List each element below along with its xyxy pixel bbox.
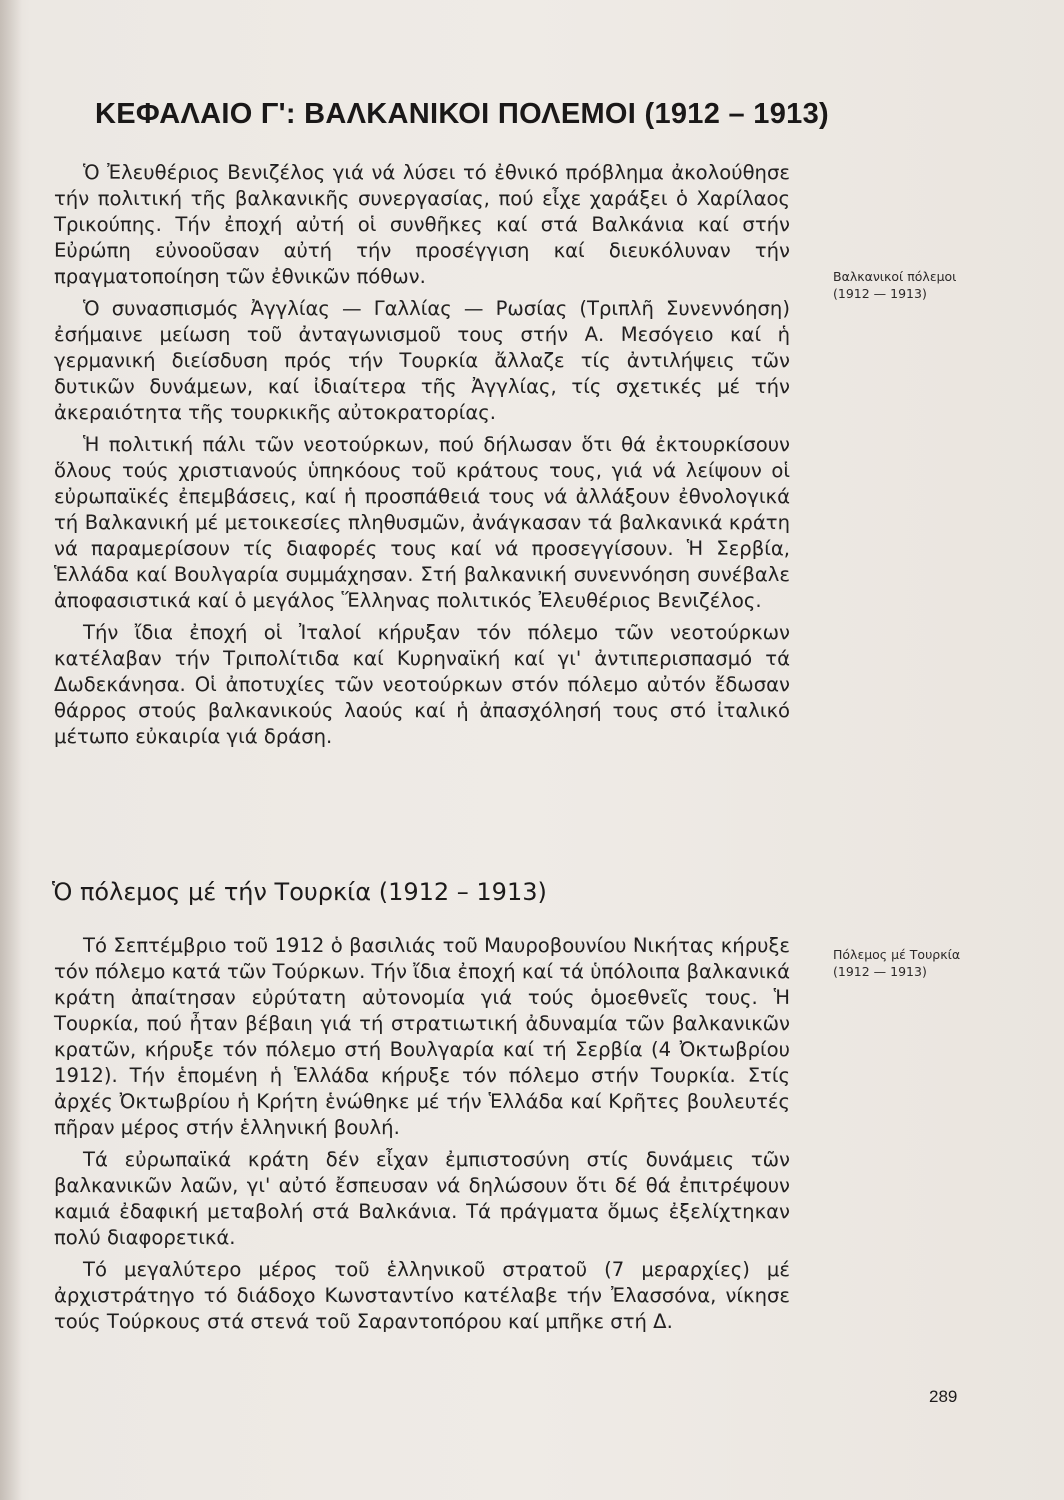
section-1-paragraph: Ἡ πολιτική πάλι τῶν νεοτούρκων, πού δήλωσαν ὅτι θά ἐκτουρκίσουν ὅλους τούς χριστιανούς ὑπηκόους τοῦ κράτους τους, γιά νά λείψουν οἱ εὐρωπαϊκές ἐπεμβάσεις, καί ἡ προσπάθειά τους νά ἀλλάξουν ἐθνολογικά τή Βαλκανική μέ μετοικεσίες πληθυσμῶν, ἀνάγκασαν τά βαλκανικά κράτη νά παραμερίσουν τίς διαφορές τους καί νά προσεγγίσουν. Ἡ Σερβία, Ἑλλάδα καί Βουλγαρία συμμάχησαν. Στή βαλκανική συνεννόηση συνέβαλε ἀποφασιστικά καί ὁ μεγάλος Ἕλληνας πολιτικός Ἐλευθέριος Βενιζέλος. [54, 433, 790, 612]
section-2-paragraph: Τό μεγαλύτερο μέρος τοῦ ἑλληνικοῦ στρατοῦ (7 μεραρχίες) μέ ἀρχιστράτηγο τό διάδοχο Κωνσταντίνο κατέλαβε τήν Ἐλασσόνα, νίκησε τούς Τούρκους στά στενά τοῦ Σαραντοπόρου καί μπῆκε στή Δ. [54, 1258, 790, 1333]
binding-shadow [0, 0, 22, 1500]
section-1-paragraph: Τήν ἴδια ἐποχή οἱ Ἰταλοί κήρυξαν τόν πόλεμο τῶν νεοτούρκων κατέλαβαν τήν Τριπολίτιδα καί Κυρηναϊκή καί γι' ἀντιπερισπασμό τά Δωδεκάνησα. Οἱ ἀποτυχίες τῶν νεοτούρκων στόν πόλεμο αὐτόν ἔδωσαν θάρρος στούς βαλκανικούς λαούς καί ἡ ἀπασχόλησή τους στό ἰταλικό μέτωπο εὐκαιρία γιά δράση. [54, 621, 790, 748]
section-2-paragraph: Τό Σεπτέμβριο τοῦ 1912 ὁ βασιλιάς τοῦ Μαυροβουνίου Νικήτας κήρυξε τόν πόλεμο κατά τῶν Τούρκων. Τήν ἴδια ἐποχή καί τά ὑπόλοιπα βαλκανικά κράτη ἀπαίτησαν εὐρύτατη αὐτονομία γιά τούς ὁμοεθνεῖς τους. Ἡ Τουρκία, πού ἦταν βέβαιη γιά τή στρατιωτική ἀδυναμία τῶν βαλκανικῶν κρατῶν, κήρυξε τόν πόλεμο στή Βουλγαρία καί τή Σερβία (4 Ὀκτωβρίου 1912). Τήν ἑπομένη ἡ Ἑλλάδα κήρυξε τόν πόλεμο στήν Τουρκία. Στίς ἀρχές Ὀκτωβρίου ἡ Κρήτη ἑνώθηκε μέ τήν Ἑλλάδα καί Κρῆτες βουλευτές πῆραν μέρος στήν ἑλληνική βουλή. [54, 934, 790, 1139]
section-1-paragraph: Ὁ συνασπισμός Ἀγγλίας — Γαλλίας — Ρωσίας (Τριπλῆ Συνεννόηση) ἐσήμαινε μείωση τοῦ ἀνταγωνισμοῦ τους στήν Α. Μεσόγειο καί ἡ γερμανική διείσδυση πρός τήν Τουρκία ἄλλαζε τίς ἀντιλήψεις τῶν δυτικῶν δυνάμεων, καί ἰδιαίτερα τῆς Ἀγγλίας, τίς σχετικές μέ τήν ἀκεραιότητα τῆς τουρκικῆς αὐτοκρατορίας. [54, 297, 790, 424]
section-1-body [54, 160, 790, 830]
margin-note-balkan-wars [833, 268, 993, 302]
margin-note-war-with-turkey [833, 946, 993, 980]
margin-note-line: (1912 — 1913) [833, 964, 927, 979]
margin-note-line: (1912 — 1913) [833, 286, 927, 301]
section-heading: Ὁ πόλεμος μέ τήν Τουρκία (1912 – 1913) [52, 878, 547, 906]
margin-note-line: Πόλεμος μέ Τουρκία [833, 947, 961, 962]
section-2-body [54, 933, 790, 1388]
chapter-title: ΚΕΦΑΛΑΙΟ Γ': ΒΑΛΚΑΝΙΚΟΙ ΠΟΛΕΜΟΙ (1912 – 1913) [95, 98, 829, 130]
page-number: 289 [929, 1387, 958, 1406]
margin-note-line: Βαλκανικοί πόλεμοι [833, 269, 957, 284]
section-1-paragraph: Ὁ Ἐλευθέριος Βενιζέλος γιά νά λύσει τό ἐθνικό πρόβλημα ἀκολούθησε τήν πολιτική τῆς βαλκανικῆς συνεργασίας, πού εἶχε χαράξει ὁ Χαρίλαος Τρικούπης. Τήν ἐποχή αὐτή οἱ συνθῆκες καί στά Βαλκάνια καί στήν Εὐρώπη εὐνοοῦσαν αὐτή τήν προσέγγιση καί διευκόλυναν τήν πραγματοποίηση τῶν ἐθνικῶν πόθων. [54, 161, 790, 288]
section-2-paragraph: Τά εὐρωπαϊκά κράτη δέν εἶχαν ἐμπιστοσύνη στίς δυνάμεις τῶν βαλκανικῶν λαῶν, γι' αὐτό ἔσπευσαν νά δηλώσουν ὅτι δέ θά ἐπιτρέψουν καμιά ἐδαφική μεταβολή στά Βαλκάνια. Τά πράγματα ὅμως ἐξελίχτηκαν πολύ διαφορετικά. [54, 1148, 790, 1249]
